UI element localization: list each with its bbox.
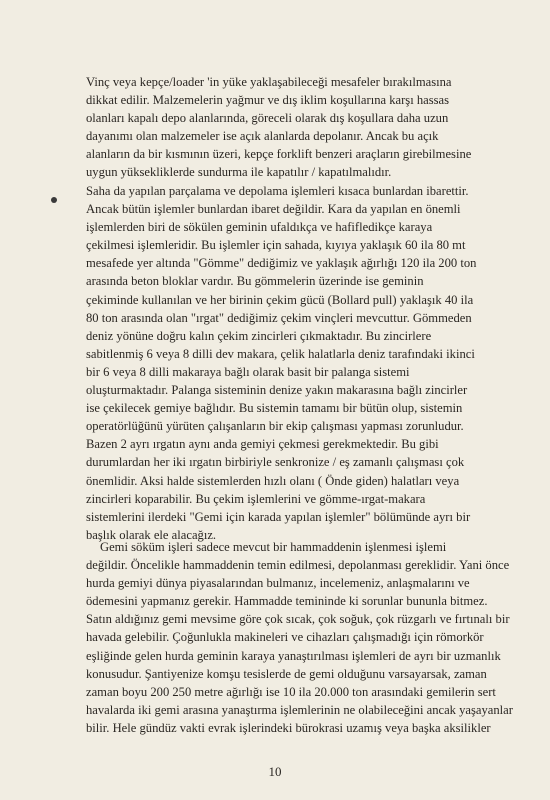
text-line: bilir. Hele gündüz vakti evrak işlerindeki bürokrasi uzamış veya başka aksilikler [86, 720, 491, 735]
text-line: başlık olarak ele alacağız. [86, 527, 217, 542]
text-line: dayanımı olan malzemeler ise açık alanlarda depolanır. Ancak bu açık [86, 129, 439, 144]
text-line: eşliğinde gelen hurda geminin karaya yanaştırılması işlemleri de ayrı bir uzmanlık [86, 648, 501, 663]
text-line: Bazen 2 ayrı ırgatın aynı anda gemiyi çekmesi gerekmektedir. Bu gibi [86, 437, 439, 452]
text-line: hurda gemiyi dünya piyasalarından bulmanız, incelemeniz, anlaşmalarını ve [86, 576, 470, 591]
text-line: olanları kapalı depo alanlarında, göreceli olarak dış koşullara daha uzun [86, 111, 449, 126]
text-line: önemlidir. Aksi halde sistemlerden hızlı olanı ( Önde giden) halatları veya [86, 473, 460, 488]
text-line: çekiminde kullanılan ve her birinin çekim gücü (Bollard pull) yaklaşık 40 ila [86, 292, 474, 307]
text-line: ödemesini yapmanız gerekir. Hammadde temininde ki sorunlar bununla bitmez. [86, 594, 488, 609]
text-line: Ancak bütün işlemler bunlardan ibaret değildir. Kara da yapılan en önemli [86, 202, 461, 217]
text-line: operatörlüğünü yürüten çalışanların bir ekip çalışması yapması zorunludur. [86, 419, 464, 434]
text-line: alanların da bir kısmının üzeri, kepçe forklift benzeri araçların girebilmesine [86, 147, 472, 162]
text-line: zincirleri koparabilir. Bu çekim işlemlerini ve gömme-ırgat-makara [86, 491, 426, 506]
text-line: çekilmesi işlemleridir. Bu işlemler için sahada, kıyıya yaklaşık 60 ila 80 mt [86, 238, 466, 253]
bullet-marker [51, 197, 57, 203]
text-line: mesafede yer altında "Gömme" dediğimiz ve yaklaşık ağırlığı 120 ila 200 ton [86, 256, 477, 271]
text-line: arasında beton bloklar vardır. Bu gömmelerin üzerinde ise geminin [86, 274, 424, 289]
text-line: Gemi söküm işleri sadece mevcut bir hammaddenin işlenmesi işlemi [100, 540, 447, 554]
text-line: oluşturmaktadır. Palanga sisteminin denize yakın makarasına bağlı zincirler [86, 383, 468, 398]
text-line: havalarda iki gemi arasına yanaştırma işlemlerinin ne olabileceğini ancak yaşayanlar [86, 702, 513, 717]
text-line: ise çekilecek gemiye bağlıdır. Bu sistemin tamamı bir bütün olup, sistemin [86, 401, 463, 416]
text-line: zaman boyu 200 250 metre ağırlığı ise 10 ila 20.000 ton arasındaki gemilerin sert [86, 684, 496, 699]
text-line: Saha da yapılan parçalama ve depolama işlemleri kısaca bunlardan ibarettir. [86, 184, 469, 198]
paragraph-hauling [86, 182, 526, 544]
text-line: uygun yüksekliklerde sundurma ile kapatılır / kapatılmalıdır. [86, 165, 392, 180]
text-line: değildir. Öncelikle hammaddenin temin edilmesi, depolanması gereklidir. Yani önce [86, 558, 510, 573]
text-line: sistemlerini ilerdeki "Gemi için karada yapılan işlemler" bölümünde ayrı bir [86, 509, 471, 524]
paragraph-procurement [86, 538, 526, 737]
text-line: deniz yönüne doğru kalın çekim zincirleri çıkmaktadır. Bu zincirlere [86, 328, 432, 343]
text-line: dikkat edilir. Malzemelerin yağmur ve dış iklim koşullarına karşı hassas [86, 93, 450, 108]
paragraph-storage [86, 73, 526, 182]
text-line: durumlardan her iki ırgatın birbiriyle senkronize / eş zamanlı çalışması çok [86, 455, 465, 470]
text-line: sabitlenmiş 6 veya 8 dilli dev makara, çelik halatlarla deniz tarafındaki ikinci [86, 346, 475, 361]
text-line: konusudur. Şantiyenize komşu tesislerde de gemi olduğunu varsayarsak, zaman [86, 666, 487, 681]
page-number: 10 [268, 764, 282, 779]
text-line: bir 6 veya 8 dilli makaraya bağlı olarak basit bir palanga sistemi [86, 364, 410, 379]
text-line: havada gelebilir. Çoğunlukla makineleri ve cihazları çalışmadığı için römorkör [86, 630, 484, 645]
text-line: işlemlerden biri de sökülen geminin ufaldıkça ve hafifledikçe karaya [86, 220, 433, 235]
text-line: Satın aldığınız gemi mevsime göre çok sıcak, çok soğuk, çok rüzgarlı ve fırtınalı bir [86, 612, 510, 627]
text-line: 80 ton arasında olan "ırgat" dediğimiz çekim vinçleri mevcuttur. Gömmeden [86, 310, 472, 325]
text-line: Vinç veya kepçe/loader 'in yüke yaklaşabileceği mesafeler bırakılmasına [86, 75, 452, 89]
